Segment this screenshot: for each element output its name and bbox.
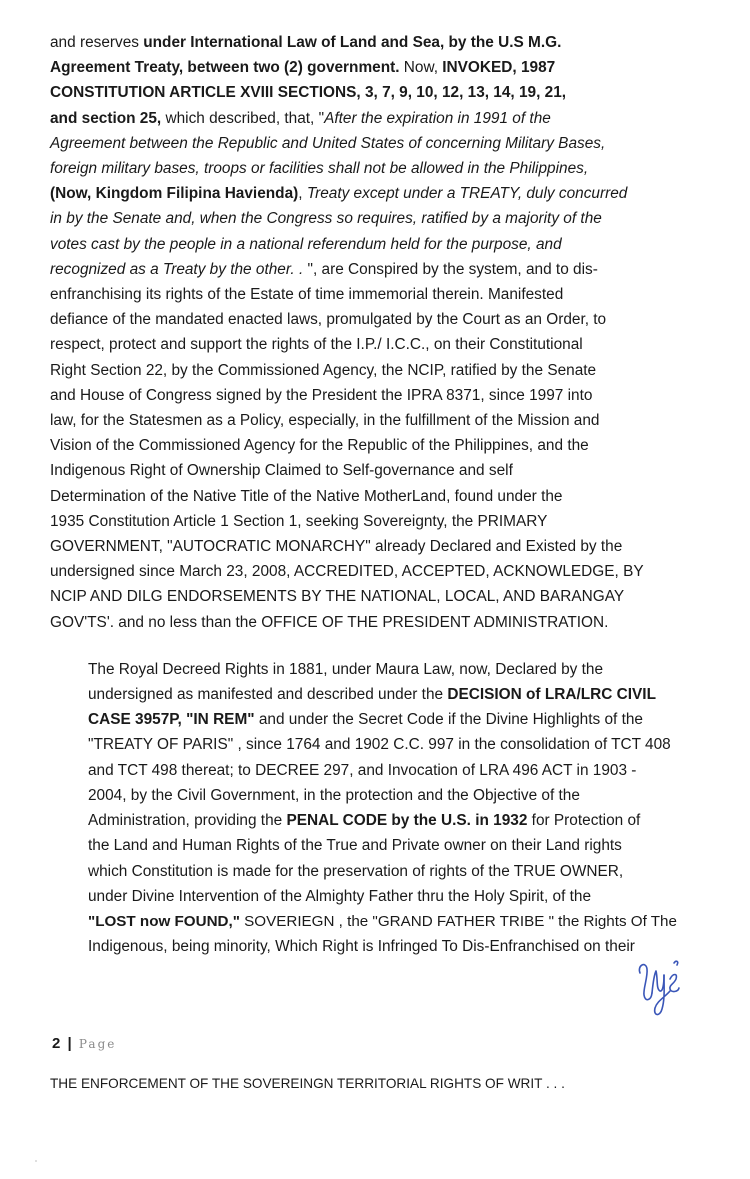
text-run: CONSTITUTION ARTICLE XVIII SECTIONS, 3, 7, 9, 10, 12, 13, 14, 19, 21,	[50, 84, 567, 102]
text-run: Agreement Treaty, between two (2) government.	[50, 59, 400, 77]
text-line	[50, 934, 674, 959]
text-line	[50, 833, 674, 858]
text-run: (Now, Kingdom Filipina Havienda)	[50, 185, 299, 203]
text-line	[50, 732, 674, 757]
text-line	[50, 257, 674, 282]
text-run: Indigenous, being minority, Which Right is Infringed To Dis-Enfranchised on their	[88, 938, 635, 956]
text-line	[50, 509, 674, 534]
text-run: Agreement between the Republic and United States of concerning Military Bases,	[50, 134, 606, 152]
text-run: and House of Congress signed by the President the IPRA 8371, since 1997 into	[50, 386, 593, 404]
text-line	[50, 909, 677, 934]
text-line	[50, 559, 674, 584]
text-run: undersigned as manifested and described under the	[88, 686, 448, 704]
text-run: in by the Senate and, when the Congress so requires, ratified by a majority of the	[50, 210, 602, 228]
text-run: Treaty except under a TREATY, duly concurred	[306, 185, 628, 203]
text-line	[50, 433, 674, 458]
text-run: law, for the Statesmen as a Policy, especially, in the fulfillment of the Mission and	[50, 412, 600, 430]
scan-speck	[35, 1160, 37, 1162]
footer-title: THE ENFORCEMENT OF THE SOVEREINGN TERRITORIAL RIGHTS OF WRIT . . .	[50, 1076, 565, 1091]
text-line	[50, 884, 674, 909]
page-number-separator: |	[67, 1035, 72, 1052]
text-run: "TREATY OF PARIS" , since 1764 and 1902 C.C. 997 in the consolidation of TCT 408	[88, 736, 671, 754]
text-line	[50, 534, 674, 559]
text-run: votes cast by the people in a national referendum held for the purpose, and	[50, 235, 562, 253]
text-run: 2004, by the Civil Government, in the protection and the Objective of the	[88, 786, 580, 804]
paragraph-2	[50, 657, 677, 959]
text-run: under International Law of Land and Sea, by the U.S M.G.	[143, 34, 562, 51]
text-run: for Protection of	[527, 812, 641, 830]
paragraph-1	[50, 30, 674, 635]
text-run: and section 25,	[50, 109, 162, 127]
page-word: Page	[78, 1037, 117, 1051]
text-line	[50, 383, 674, 408]
text-line	[50, 282, 674, 307]
text-run: After the expiration in 1991 of the	[324, 109, 551, 127]
text-run: recognized as a Treaty by the other. .	[50, 260, 308, 278]
text-run: Determination of the Native Title of the Native MotherLand, found under the	[50, 487, 563, 505]
text-line	[50, 408, 674, 433]
text-run: and under the Secret Code if the Divine Highlights of the	[254, 711, 643, 729]
text-line	[50, 682, 674, 707]
signature-initials	[634, 955, 682, 1021]
text-run: "LOST now FOUND,"	[88, 912, 240, 930]
text-run: and reserves	[50, 34, 144, 51]
text-run: which Constitution is made for the preservation of rights of the TRUE OWNER,	[88, 862, 624, 880]
text-run: ", are Conspired by the system, and to dis-	[307, 260, 598, 278]
text-run: undersigned since March 23, 2008, ACCREDITED, ACCEPTED, ACKNOWLEDGE, BY	[50, 563, 644, 581]
text-line	[50, 484, 674, 509]
text-run: 1935 Constitution Article 1 Section 1, seeking Sovereignty, the PRIMARY	[50, 512, 548, 530]
text-run: PENAL CODE by the U.S. in 1932	[286, 812, 528, 830]
text-line	[50, 106, 674, 131]
text-line	[50, 80, 674, 105]
text-run: defiance of the mandated enacted laws, promulgated by the Court as an Order, to	[50, 311, 607, 329]
text-run: ,	[298, 185, 307, 203]
text-run: Now,	[399, 59, 443, 77]
text-line	[50, 181, 674, 206]
text-line	[50, 610, 674, 635]
text-line	[50, 358, 674, 383]
text-run: DECISION of LRA/LRC CIVIL	[447, 686, 656, 704]
text-run: foreign military bases, troops or facilities shall not be allowed in the Philippines,	[50, 160, 589, 178]
text-line	[50, 131, 674, 156]
text-run: the Land and Human Rights of the True and Private owner on their Land rights	[88, 837, 622, 855]
text-line	[50, 206, 674, 231]
text-run: Indigenous Right of Ownership Claimed to Self-governance and self	[50, 462, 513, 480]
text-line	[50, 808, 674, 833]
text-line	[50, 30, 674, 55]
text-line	[50, 232, 674, 257]
text-run: GOV'TS'. and no less than the OFFICE OF THE PRESIDENT ADMINISTRATION.	[50, 613, 609, 631]
text-line	[50, 859, 674, 884]
text-run: Vision of the Commissioned Agency for the Republic of the Philippines, and the	[50, 437, 589, 455]
body-text	[50, 30, 677, 959]
text-run: INVOKED, 1987	[442, 59, 556, 77]
text-run: The Royal Decreed Rights in 1881, under Maura Law, now, Declared by the	[88, 660, 604, 678]
text-run: SOVERIEGN , the "GRAND FATHER TRIBE " the Rights Of The	[239, 912, 677, 930]
text-line	[50, 657, 674, 682]
text-run: Right Section 22, by the Commissioned Agency, the NCIP, ratified by the Senate	[50, 361, 597, 379]
text-run: under Divine Intervention of the Almighty Father thru the Holy Spirit, of the	[88, 887, 592, 905]
text-run: GOVERNMENT, "AUTOCRATIC MONARCHY" already Declared and Existed by the	[50, 538, 623, 556]
text-line	[50, 458, 674, 483]
text-run: respect, protect and support the rights of the I.P./ I.C.C., on their Constitutional	[50, 336, 583, 354]
text-line	[50, 332, 674, 357]
page-number	[52, 1035, 116, 1052]
text-run: which described, that, "	[161, 109, 325, 127]
text-run: and TCT 498 thereat; to DECREE 297, and Invocation of LRA 496 ACT in 1903 -	[88, 761, 637, 779]
text-line	[50, 758, 674, 783]
text-line	[50, 783, 674, 808]
text-line	[50, 307, 674, 332]
text-run: enfranchising its rights of the Estate of time immemorial therein. Manifested	[50, 286, 564, 304]
text-line	[50, 584, 674, 609]
text-run: CASE 3957P, "IN REM"	[88, 711, 255, 729]
text-line	[50, 55, 674, 80]
text-line	[50, 707, 674, 732]
text-line	[50, 156, 674, 181]
text-run: Administration, providing the	[88, 812, 287, 830]
text-run: NCIP AND DILG ENDORSEMENTS BY THE NATIONAL, LOCAL, AND BARANGAY	[50, 588, 625, 606]
page-number-value: 2	[52, 1035, 61, 1052]
